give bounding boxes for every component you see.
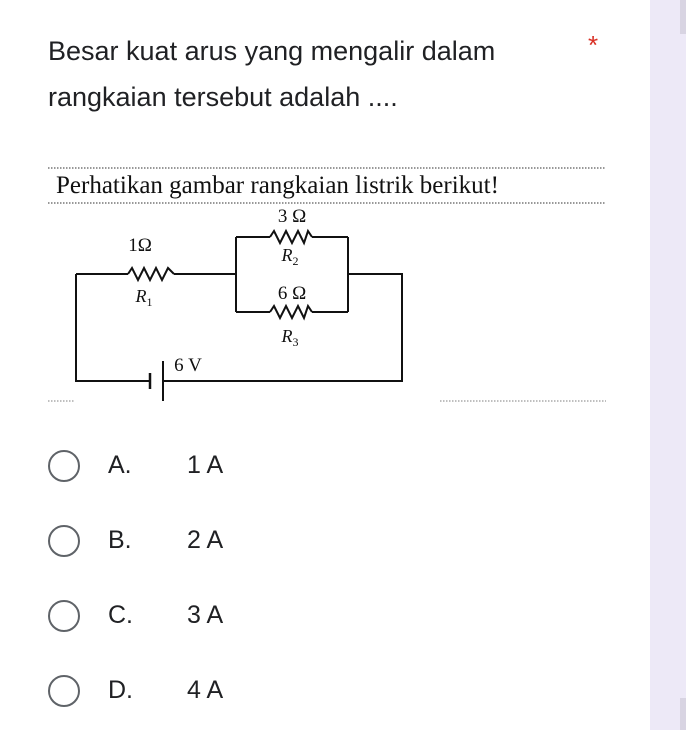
page-side-rail bbox=[650, 0, 686, 730]
option-c[interactable] bbox=[48, 578, 608, 653]
r1-name-label: $R_1$ bbox=[135, 286, 153, 309]
option-value: 2 A bbox=[187, 526, 224, 554]
option-letter: D. bbox=[108, 676, 133, 704]
required-asterisk: * bbox=[588, 30, 599, 60]
resistor-r2 bbox=[270, 231, 312, 243]
option-letter: B. bbox=[108, 526, 132, 554]
r2-name-label: $R_2$ bbox=[281, 245, 299, 268]
option-value: 4 A bbox=[187, 676, 224, 704]
option-letter: C. bbox=[108, 601, 133, 629]
radio-circle-icon[interactable] bbox=[48, 450, 80, 482]
scrollbar-top[interactable] bbox=[680, 0, 686, 34]
scrollbar-bottom[interactable] bbox=[680, 698, 686, 730]
r3-name-label: $R_3$ bbox=[281, 326, 299, 349]
r3-value-label: 6 Ω bbox=[277, 283, 307, 304]
battery-value-label: 6 V bbox=[174, 355, 202, 376]
resistor-r1 bbox=[128, 268, 174, 280]
resistor-r3 bbox=[270, 306, 312, 318]
option-value: 1 A bbox=[187, 451, 224, 479]
radio-circle-icon[interactable] bbox=[48, 675, 80, 707]
figure-title: Perhatikan gambar rangkaian listrik berikut! bbox=[56, 172, 499, 199]
circuit-image bbox=[44, 160, 610, 410]
option-value: 3 A bbox=[187, 601, 224, 629]
radio-circle-icon[interactable] bbox=[48, 525, 80, 557]
option-a[interactable] bbox=[48, 428, 608, 503]
option-b[interactable] bbox=[48, 503, 608, 578]
option-d[interactable] bbox=[48, 653, 608, 728]
option-letter: A. bbox=[108, 451, 132, 479]
question-text: Besar kuat arus yang mengalir dalam rangkaian tersebut adalah .... bbox=[48, 36, 496, 112]
radio-circle-icon[interactable] bbox=[48, 600, 80, 632]
answer-options bbox=[48, 428, 608, 728]
r1-value-label: 1Ω bbox=[128, 235, 152, 256]
r2-value-label: 3 Ω bbox=[277, 206, 307, 227]
